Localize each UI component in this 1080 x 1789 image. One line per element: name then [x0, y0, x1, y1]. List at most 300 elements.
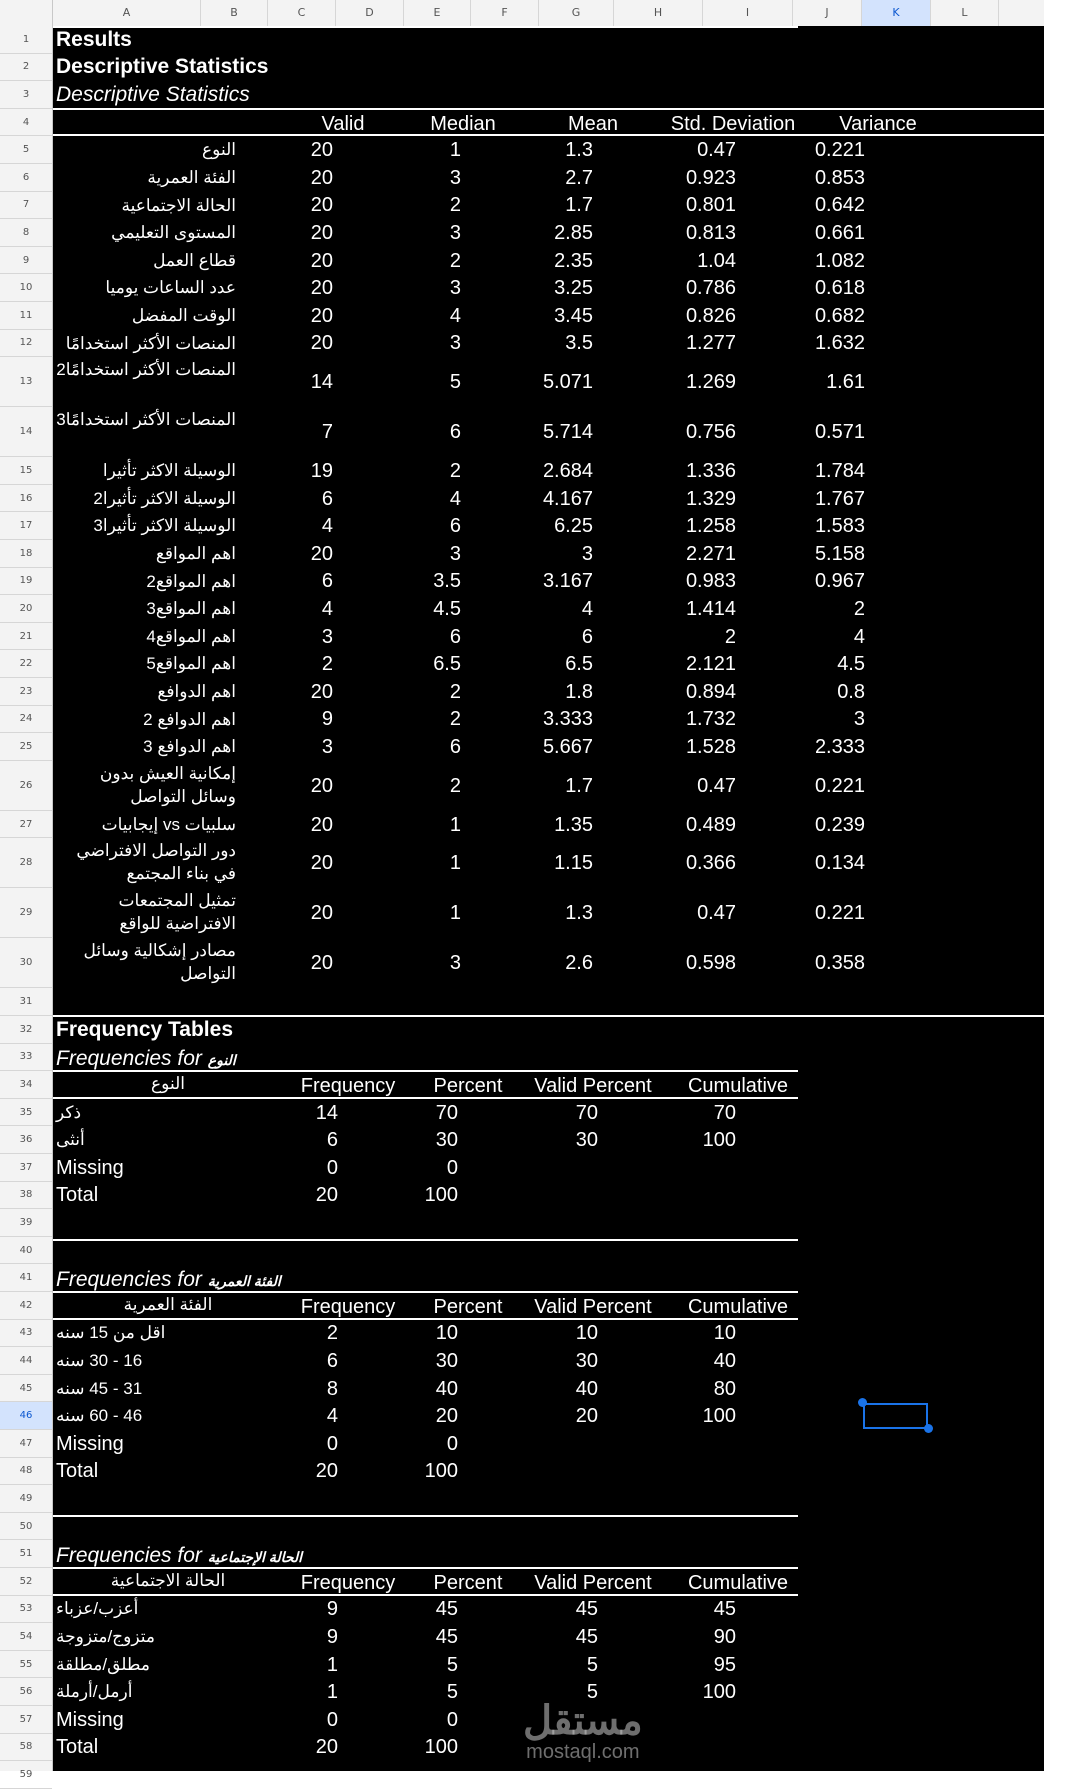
desc-mean-value: 1.15 — [554, 852, 593, 875]
desc-valid-value: 3 — [321, 625, 333, 648]
freq-header-pct: Percent — [433, 1295, 503, 1318]
freq-table-subtitle — [56, 1047, 236, 1072]
desc-row-label: الفئة العمرية — [147, 168, 236, 187]
desc-row-label: المنصات الأكثر استخدامًا — [65, 333, 236, 353]
row-header-18[interactable]: 18 — [0, 540, 52, 568]
freq-cum-value: 70 — [713, 1101, 736, 1124]
row-header-36[interactable]: 36 — [0, 1126, 52, 1154]
row-header-57[interactable]: 57 — [0, 1706, 52, 1734]
freq-freq-value: 1 — [326, 1653, 338, 1676]
freq-cum-value: 40 — [713, 1350, 736, 1372]
desc-median-value: 2 — [449, 680, 461, 703]
desc-valid-value: 2 — [321, 653, 333, 676]
desc-valid-value: 20 — [310, 542, 333, 565]
freq-row-label: Total — [56, 1460, 99, 1483]
desc-mean-value: 3.25 — [554, 277, 593, 300]
desc-mean-value: 4 — [581, 598, 593, 620]
desc-row-label: إمكانية العيش بدون وسائل التواصل — [99, 763, 236, 806]
desc-median-value: 1 — [449, 813, 461, 836]
freq-cum-value: 100 — [702, 1405, 736, 1428]
sheet-grid[interactable] — [53, 26, 1044, 1771]
column-header-j[interactable]: J — [793, 0, 862, 26]
freq-pct-value: 5 — [446, 1653, 458, 1676]
desc-median-value: 3 — [449, 166, 461, 189]
freq-row-label: ذكر — [56, 1102, 82, 1122]
freq-header-pct: Percent — [433, 1075, 503, 1097]
freq-row-label: 16 - 30 سنه — [56, 1351, 143, 1370]
freq-vpct-value: 45 — [575, 1626, 598, 1648]
desc-median-value: 2 — [449, 774, 461, 797]
row-header-22[interactable]: 22 — [0, 650, 52, 678]
freq-subtitle-variable: النوع — [207, 1052, 236, 1069]
row-header-31[interactable]: 31 — [0, 988, 52, 1016]
select-all-corner[interactable] — [0, 0, 53, 26]
row-header-19[interactable]: 19 — [0, 568, 52, 596]
freq-row-label: أعزب/عزباء — [56, 1599, 139, 1619]
desc-mean-value: 2.6 — [565, 952, 593, 975]
row-header-16[interactable]: 16 — [0, 485, 52, 513]
row-header-3[interactable]: 3 — [0, 81, 52, 109]
desc-valid-value: 14 — [310, 371, 333, 394]
freq-var-label: الفئة العمرية — [123, 1294, 213, 1314]
desc-var-value: 3 — [853, 708, 865, 731]
freq-pct-value: 45 — [435, 1626, 458, 1648]
desc-var-value: 0.221 — [814, 902, 865, 925]
desc-valid-value: 6 — [321, 487, 333, 510]
column-header-k[interactable]: K — [862, 0, 931, 26]
desc-median-value: 3 — [449, 332, 461, 355]
freq-vpct-value: 10 — [575, 1322, 598, 1345]
desc-valid-value: 20 — [310, 304, 333, 327]
row-header-27[interactable]: 27 — [0, 811, 52, 839]
desc-row-label: الوقت المفضل — [131, 306, 236, 325]
desc-sd-value: 1.277 — [685, 332, 736, 355]
freq-pct-value: 10 — [435, 1322, 458, 1345]
desc-row-label: تمثيل المجتمعات الافتراضية للواقع — [118, 891, 236, 934]
row-header-24[interactable]: 24 — [0, 706, 52, 734]
desc-mean-value: 2.35 — [554, 249, 593, 272]
desc-valid-value: 20 — [310, 952, 333, 975]
freq-subtitle-prefix: Frequencies for — [56, 1544, 202, 1568]
desc-mean-value: 1.7 — [565, 774, 593, 797]
descriptive-title: Descriptive Statistics — [56, 55, 269, 79]
desc-valid-value: 20 — [310, 680, 333, 703]
desc-valid-value: 20 — [310, 277, 333, 300]
desc-var-value: 2.333 — [814, 736, 865, 758]
desc-var-value: 0.853 — [814, 166, 865, 189]
column-header-b[interactable]: B — [201, 0, 268, 26]
row-header-10[interactable]: 10 — [0, 274, 52, 302]
freq-subtitle-variable: الحالة الإجتماعية — [207, 1549, 303, 1566]
row-header-37[interactable]: 37 — [0, 1154, 52, 1182]
row-header-26[interactable]: 26 — [0, 761, 52, 811]
freq-row-label: Missing — [56, 1156, 124, 1179]
desc-median-value: 4 — [449, 487, 461, 510]
row-header-55[interactable]: 55 — [0, 1651, 52, 1679]
desc-mean-value: 6.25 — [554, 515, 593, 538]
desc-median-value: 1 — [449, 139, 461, 162]
freq-row-label: Missing — [56, 1432, 124, 1455]
freq-subtitle-prefix: Frequencies for — [56, 1047, 202, 1071]
desc-sd-value: 0.489 — [685, 813, 736, 836]
desc-var-value: 0.8 — [837, 680, 865, 703]
freq-freq-value: 6 — [326, 1129, 338, 1152]
desc-row-label: اهم الدوافع 3 — [143, 737, 236, 757]
desc-row-label: اهم المواقع4 — [146, 626, 236, 646]
freq-bottom-rule — [53, 26, 798, 28]
desc-valid-value: 20 — [310, 249, 333, 272]
desc-header-valid: Valid — [321, 112, 365, 135]
column-header-h[interactable]: H — [614, 0, 703, 26]
desc-sd-value: 0.366 — [685, 852, 736, 875]
row-header-49[interactable]: 49 — [0, 1485, 52, 1513]
row-header-53[interactable]: 53 — [0, 1596, 52, 1624]
freq-vpct-value: 5 — [586, 1653, 598, 1676]
freq-pct-value: 0 — [446, 1156, 458, 1179]
desc-mean-value: 2.7 — [565, 166, 593, 189]
freq-freq-value: 6 — [326, 1350, 338, 1372]
desc-row-label: المستوى التعليمي — [111, 223, 236, 243]
descriptive-subtitle: Descriptive Statistics — [56, 83, 250, 106]
desc-median-value: 4.5 — [433, 598, 461, 620]
freq-subtitle-prefix: Frequencies for — [56, 1268, 202, 1292]
freq-cum-value: 100 — [702, 1129, 736, 1152]
freq-pct-value: 100 — [424, 1736, 458, 1759]
freq-pct-value: 45 — [435, 1598, 458, 1621]
freq-freq-value: 20 — [315, 1736, 338, 1759]
desc-median-value: 3 — [449, 277, 461, 300]
freq-freq-value: 2 — [326, 1322, 338, 1345]
desc-row-label: الوسيلة الاكثر تأثيرا3 — [93, 516, 236, 536]
desc-median-value: 4 — [449, 304, 461, 327]
desc-var-value: 4.5 — [837, 653, 865, 676]
row-header-43[interactable]: 43 — [0, 1320, 52, 1348]
freq-header-rule — [53, 1318, 798, 1320]
freq-freq-value: 9 — [326, 1598, 338, 1621]
row-header-42[interactable]: 42 — [0, 1292, 52, 1320]
desc-valid-value: 20 — [310, 194, 333, 217]
row-header-59[interactable]: 59 — [0, 1761, 52, 1789]
desc-median-value: 5 — [449, 371, 461, 394]
desc-valid-value: 9 — [321, 708, 333, 731]
freq-freq-value: 20 — [315, 1460, 338, 1483]
row-header-8[interactable]: 8 — [0, 219, 52, 247]
desc-mean-value: 5.667 — [542, 736, 593, 758]
freq-header-rule — [53, 1594, 798, 1596]
desc-mean-value: 2.85 — [554, 222, 593, 244]
desc-sd-value: 1.414 — [685, 598, 736, 620]
freq-row-label: Missing — [56, 1708, 124, 1731]
freq-header-cum: Cumulative — [687, 1295, 789, 1318]
freq-header-freq: Frequency — [300, 1571, 396, 1594]
desc-sd-value: 1.528 — [685, 736, 736, 758]
desc-sd-value: 1.258 — [685, 515, 736, 538]
desc-median-value: 3 — [449, 952, 461, 975]
desc-row-label: الوسيلة الاكثر تأثيرا — [102, 461, 236, 481]
desc-sd-value: 1.329 — [685, 487, 736, 510]
freq-freq-value: 9 — [326, 1626, 338, 1648]
column-header-l[interactable]: L — [931, 0, 999, 26]
row-header-44[interactable]: 44 — [0, 1347, 52, 1375]
selection-handle-bottom-right[interactable] — [924, 1424, 933, 1433]
row-header-52[interactable]: 52 — [0, 1568, 52, 1596]
column-header-i[interactable]: I — [703, 0, 793, 26]
column-header-f[interactable]: F — [471, 0, 539, 26]
desc-var-value: 0.618 — [814, 277, 865, 300]
desc-var-value: 1.61 — [826, 371, 865, 394]
freq-pct-value: 40 — [435, 1377, 458, 1400]
desc-mean-value: 6 — [581, 625, 593, 648]
row-header-40[interactable]: 40 — [0, 1237, 52, 1265]
freq-header-pct: Percent — [433, 1571, 503, 1594]
freq-table-subtitle — [56, 1544, 302, 1569]
row-header-30[interactable]: 30 — [0, 938, 52, 988]
desc-valid-value: 20 — [310, 852, 333, 875]
desc-header-mean: Mean — [567, 112, 619, 135]
freq-vpct-value: 5 — [586, 1681, 598, 1704]
column-header-a[interactable]: A — [53, 0, 201, 26]
freq-header-rule — [53, 1097, 798, 1099]
desc-median-value: 6.5 — [433, 653, 461, 676]
freq-freq-value: 4 — [326, 1405, 338, 1428]
row-header-47[interactable]: 47 — [0, 1430, 52, 1458]
desc-mean-value: 1.3 — [565, 139, 593, 162]
row-header-23[interactable]: 23 — [0, 678, 52, 706]
desc-var-value: 0.967 — [814, 570, 865, 593]
freq-row-label: أرمل/أرملة — [56, 1682, 133, 1702]
desc-valid-value: 4 — [321, 515, 333, 538]
desc-mean-value: 5.714 — [542, 421, 593, 444]
desc-row-label: دور التواصل الافتراضي في بناء المجتمع — [76, 841, 236, 884]
freq-pct-value: 0 — [446, 1708, 458, 1731]
desc-row-label: عدد الساعات يوميا — [105, 278, 236, 298]
desc-median-value: 1 — [449, 902, 461, 925]
desc-var-value: 0.134 — [814, 852, 865, 875]
row-header-25[interactable]: 25 — [0, 733, 52, 761]
freq-cum-value: 90 — [713, 1626, 736, 1648]
desc-row-label: اهم الدوافع — [157, 682, 236, 701]
desc-median-value: 6 — [449, 421, 461, 444]
freq-header-vpct: Valid Percent — [534, 1075, 652, 1097]
desc-median-value: 3.5 — [433, 570, 461, 593]
row-header-39[interactable]: 39 — [0, 1209, 52, 1237]
freq-row-label: أنثى — [56, 1130, 85, 1150]
desc-median-value: 2 — [449, 708, 461, 731]
freq-cum-value: 95 — [713, 1653, 736, 1676]
desc-valid-value: 7 — [321, 421, 333, 444]
column-header-c[interactable]: C — [268, 0, 336, 26]
desc-sd-value: 1.336 — [685, 460, 736, 482]
watermark-logo — [523, 1701, 643, 1763]
desc-var-value: 4 — [853, 625, 865, 648]
desc-median-value: 2 — [449, 194, 461, 217]
freq-vpct-value: 70 — [575, 1101, 598, 1124]
desc-median-value: 2 — [449, 249, 461, 272]
desc-row-label: قطاع العمل — [153, 250, 236, 270]
freq-header-freq: Frequency — [300, 1075, 396, 1097]
row-header-35[interactable]: 35 — [0, 1099, 52, 1127]
row-header-2[interactable]: 2 — [0, 54, 52, 82]
watermark-latin: mostaql.com — [526, 1741, 640, 1763]
row-header-28[interactable]: 28 — [0, 838, 52, 888]
desc-var-value: 0.221 — [814, 774, 865, 797]
freq-var-label: النوع — [151, 1074, 185, 1093]
desc-sd-value: 0.813 — [685, 222, 736, 244]
freq-table-subtitle — [56, 1268, 281, 1293]
row-header-11[interactable]: 11 — [0, 302, 52, 330]
row-header-48[interactable]: 48 — [0, 1458, 52, 1486]
freq-freq-value: 14 — [315, 1101, 338, 1124]
desc-valid-value: 20 — [310, 774, 333, 797]
desc-row-label: مصادر إشكالية وسائل التواصل — [83, 941, 236, 984]
column-header-d[interactable]: D — [336, 0, 404, 26]
freq-vpct-value: 40 — [575, 1377, 598, 1400]
desc-var-value: 0.239 — [814, 813, 865, 836]
desc-sd-value: 0.47 — [697, 774, 736, 797]
freq-row-label: Total — [56, 1184, 99, 1207]
row-header-4[interactable]: 4 — [0, 109, 52, 137]
desc-sd-value: 0.923 — [685, 166, 736, 189]
row-header-14[interactable]: 14 — [0, 407, 52, 457]
freq-vpct-value: 30 — [575, 1129, 598, 1152]
desc-row-label: المنصات الأكثر استخدامًا2 — [56, 360, 236, 380]
row-header-13[interactable]: 13 — [0, 357, 52, 407]
row-header-56[interactable]: 56 — [0, 1678, 52, 1706]
freq-pct-value: 100 — [424, 1460, 458, 1483]
desc-row-label: النوع — [202, 140, 236, 160]
row-header-58[interactable]: 58 — [0, 1734, 52, 1762]
row-header-29[interactable]: 29 — [0, 888, 52, 938]
selected-cell[interactable] — [863, 1403, 928, 1429]
row-header-20[interactable]: 20 — [0, 595, 52, 623]
freq-bottom-rule — [53, 1515, 798, 1517]
freq-header-vpct: Valid Percent — [534, 1295, 652, 1318]
desc-row-label: اهم المواقع — [155, 544, 236, 563]
desc-mean-value: 3.45 — [554, 304, 593, 327]
desc-header-median: Median — [430, 112, 496, 135]
desc-row-label: المنصات الأكثر استخدامًا3 — [56, 410, 236, 430]
freq-vpct-value: 20 — [575, 1405, 598, 1428]
desc-sd-value: 2.121 — [685, 653, 736, 676]
desc-mean-value: 1.35 — [554, 813, 593, 836]
watermark-arabic: مستقل — [523, 1699, 643, 1743]
desc-header-rule — [53, 134, 1044, 136]
freq-freq-value: 1 — [326, 1681, 338, 1704]
desc-top-rule — [53, 108, 1044, 110]
row-header-45[interactable]: 45 — [0, 1375, 52, 1403]
desc-median-value: 3 — [449, 222, 461, 244]
desc-row-label: اهم المواقع2 — [146, 571, 236, 591]
freq-freq-value: 0 — [326, 1156, 338, 1179]
desc-var-value: 1.784 — [814, 460, 865, 482]
row-header-38[interactable]: 38 — [0, 1182, 52, 1210]
desc-row-label: سلبيات vs إيجابيات — [101, 814, 236, 834]
desc-mean-value: 1.8 — [565, 680, 593, 703]
freq-cum-value: 45 — [713, 1598, 736, 1621]
row-header-51[interactable]: 51 — [0, 1540, 52, 1568]
row-header-12[interactable]: 12 — [0, 330, 52, 358]
freq-pct-value: 100 — [424, 1184, 458, 1207]
desc-mean-value: 4.167 — [542, 487, 593, 510]
row-header-32[interactable]: 32 — [0, 1016, 52, 1044]
row-header-50[interactable]: 50 — [0, 1513, 52, 1541]
row-header-7[interactable]: 7 — [0, 192, 52, 220]
freq-vpct-value: 45 — [575, 1598, 598, 1621]
desc-var-value: 1.767 — [814, 487, 865, 510]
row-header-5[interactable]: 5 — [0, 136, 52, 164]
row-header-33[interactable]: 33 — [0, 1044, 52, 1072]
desc-median-value: 6 — [449, 625, 461, 648]
desc-sd-value: 1.269 — [685, 371, 736, 394]
desc-sd-value: 0.598 — [685, 952, 736, 975]
row-header-21[interactable]: 21 — [0, 623, 52, 651]
desc-valid-value: 3 — [321, 736, 333, 758]
freq-freq-value: 8 — [326, 1377, 338, 1400]
freq-row-label: اقل من 15 سنه — [56, 1323, 166, 1343]
desc-mean-value: 5.071 — [542, 371, 593, 394]
desc-bottom-rule — [53, 1015, 1044, 1017]
row-header-1[interactable]: 1 — [0, 26, 52, 54]
desc-var-value: 0.221 — [814, 139, 865, 162]
row-header-34[interactable]: 34 — [0, 1071, 52, 1099]
freq-header-cum: Cumulative — [687, 1571, 789, 1594]
desc-sd-value: 0.786 — [685, 277, 736, 300]
row-header-54[interactable]: 54 — [0, 1623, 52, 1651]
desc-row-label: الحالة الاجتماعية — [121, 195, 236, 215]
column-header-e[interactable]: E — [404, 0, 471, 26]
desc-valid-value: 19 — [310, 460, 333, 482]
row-header-9[interactable]: 9 — [0, 247, 52, 275]
desc-sd-value: 0.756 — [685, 421, 736, 444]
desc-mean-value: 3.5 — [565, 332, 593, 355]
desc-mean-value: 3.167 — [542, 570, 593, 593]
row-header-15[interactable]: 15 — [0, 457, 52, 485]
freq-vpct-value: 30 — [575, 1350, 598, 1372]
desc-median-value: 6 — [449, 515, 461, 538]
desc-var-value: 0.661 — [814, 222, 865, 244]
desc-sd-value: 0.983 — [685, 570, 736, 593]
row-header-6[interactable]: 6 — [0, 164, 52, 192]
frequency-title: Frequency Tables — [56, 1017, 234, 1041]
desc-row-label: اهم الدوافع 2 — [143, 709, 236, 729]
row-header-17[interactable]: 17 — [0, 512, 52, 540]
freq-cum-value: 100 — [702, 1681, 736, 1704]
desc-valid-value: 20 — [310, 222, 333, 244]
freq-row-label: متزوج/متزوجة — [56, 1627, 155, 1646]
desc-median-value: 2 — [449, 460, 461, 482]
desc-valid-value: 20 — [310, 902, 333, 925]
row-header-41[interactable]: 41 — [0, 1264, 52, 1292]
desc-sd-value: 0.47 — [697, 139, 736, 162]
row-header-46[interactable]: 46 — [0, 1402, 52, 1430]
desc-mean-value: 2.684 — [542, 460, 593, 482]
desc-mean-value: 3 — [581, 542, 593, 565]
scroll-margin — [1044, 0, 1080, 1771]
desc-sd-value: 0.826 — [685, 304, 736, 327]
column-header-g[interactable]: G — [539, 0, 614, 26]
freq-pct-value: 30 — [435, 1350, 458, 1372]
freq-cum-value: 80 — [713, 1377, 736, 1400]
desc-var-value: 1.583 — [814, 515, 865, 538]
desc-sd-value: 2 — [724, 625, 736, 648]
desc-row-label: اهم المواقع3 — [146, 599, 236, 619]
desc-row-label: اهم المواقع5 — [146, 654, 236, 674]
desc-mean-value: 1.3 — [565, 902, 593, 925]
freq-freq-value: 0 — [326, 1708, 338, 1731]
desc-sd-value: 0.801 — [685, 194, 736, 217]
desc-mean-value: 1.7 — [565, 194, 593, 217]
desc-var-value: 0.642 — [814, 194, 865, 217]
